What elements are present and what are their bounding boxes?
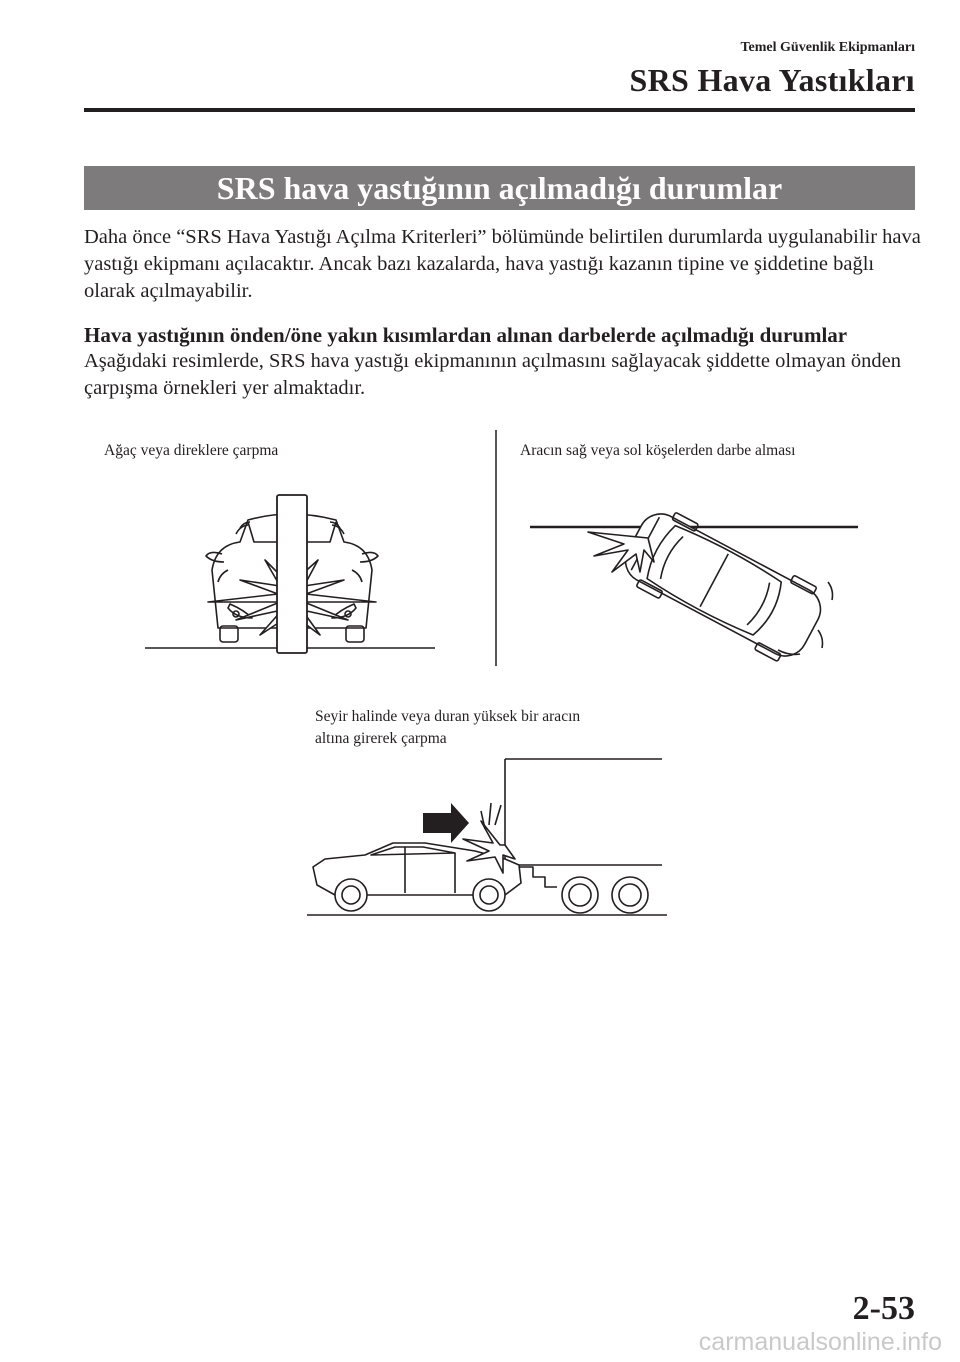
figure-caption-underride-line2: altına girerek çarpma	[315, 730, 447, 747]
intro-paragraph: Daha önce “SRS Hava Yastığı Açılma Kriterleri” bölümünde belirtilen durumlarda uygulanabilir hava yastığı ekipmanı açılacaktır. Ancak bazı kazalarda, hava yastığı kazanın tipine ve şiddetine bağlı olarak açılmayabilir.	[84, 226, 921, 302]
subheading: Hava yastığının önden/öne yakın kısımlardan alınan darbelerde açılmadığı durumlar	[84, 323, 848, 347]
figure-divider	[494, 430, 498, 670]
figure-caption-pole: Ağaç veya direklere çarpma	[104, 442, 279, 459]
figure-caption-underride-line1: Seyir halinde veya duran yüksek bir aracın	[315, 708, 581, 725]
page-number: 2-53	[852, 1290, 915, 1327]
underride-collision-illustration	[305, 755, 670, 920]
pole-collision-illustration	[140, 490, 440, 660]
figure-caption-underride	[315, 706, 580, 750]
direction-arrow-icon	[423, 803, 469, 843]
figure-caption-corner: Aracın sağ veya sol köşelerden darbe alması	[520, 442, 796, 459]
section-banner: SRS hava yastığının açılmadığı durumlar	[84, 166, 915, 210]
header-divider	[84, 108, 915, 112]
description-paragraph: Aşağıdaki resimlerde, SRS hava yastığı ekipmanının açılmasını sağlayacak şiddette olmayan önden çarpışma örnekleri yer almaktadır.	[84, 350, 901, 399]
page-title: SRS Hava Yastıkları	[629, 62, 915, 98]
section-title: Temel Güvenlik Ekipmanları	[740, 40, 915, 55]
corner-collision-illustration	[528, 510, 868, 670]
watermark: carmanualsonline.info	[698, 1328, 942, 1356]
